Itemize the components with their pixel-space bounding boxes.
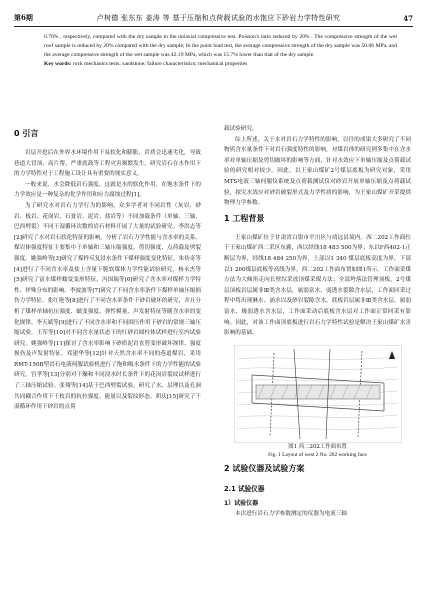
section-title-intro: 0 引言 <box>14 129 39 138</box>
left-column <box>14 124 201 413</box>
background-paragraph: 王家山煤矿位于甘肃省白银市平川区与靖远县境内。西二202工作面位于王家山煤矿西二采区东翼，西以经线18 483 500为界；东以F西402-1正断层为界，经线18 484 250为界，上部以1 340 煤层底板高度为界，下部以1 260煤层底板等高线为界。西二202工作面布置如图1所示。工作面采煤方法为大倾角走向长壁综采放顶煤采煤方法；全部垮落法管理顶板。2号煤层顶板岩层属非Ⅲ类含水层，属弱富水、弱透水裂隙含水层，工作面回采过程中将出现淋水、涌水以及砂岩裂隙含水，底板岩层属非Ⅲ类含水层，属弱富水、极弱透水含水层，工作面采动后底板含水层对工作面正常回采有影响。因此，对该工作面顶底板进行岩石力学特性试验是解决王家山煤矿水害影响的基础。 <box>224 234 411 337</box>
running-title: 卢树德 张东东 姜涛 等 基于压缩和点荷载试验的水饱应下砂岩力学特性研究 <box>96 14 341 22</box>
intro-summary-paragraph: 综上所述，关于水对岩石力学特性的影响，以往的成果大多研究了不同物质含水量条件下对岩石强度特性的影响，对煤岩体的研究则多集中在含水率对单轴压缩及剪切破坏的影响等方面，针对水效应下单轴压缩及点荷载试验的研究相对较少。因此，以王家山煤矿2号煤层底板为研究对象，采用MTS电液三轴伺服仪系统及点荷载测试仪对砂岩开展单轴压缩及点荷载试验，探究水效应对砂岩破裂形式及力学性质的影响，为王家山煤矿开采提供物理力学参数。 <box>224 136 411 207</box>
figure-1 <box>234 345 402 459</box>
intro-continuation: 载试验研究。 <box>224 126 258 132</box>
figure-caption-cn: 图1 西二202工作面布置 <box>288 443 347 450</box>
intro-paragraph: 为了研究水对岩石力学行为的影响，众多学者对不同岩性（灰岩、砂岩、板岩、花岗岩、石膏岩、泥岩、盐岩等）不同加载条件（单轴、三轴、巴西劈裂）不同干湿循环次数的岩石材料开展了大量的试验研究。李洪志等[2]研究了水对岩石软化特征的影响，分析了岩石力学性能与含水率的关系。煤岩体强度特征主要集中于单轴和三轴压缩强度、剪切强度、点荷载及劈裂强度。姚强岭等[3]研究了煤样反复浸水条件下煤样强度变化特征。朱传奇等[4]进行了不同含水率及盐上含量下脆软煤体力学性能试验研究。杨永杰等[5]研究了富水煤样蠕变变形特征。冯国瑞等[6]研究了含水率对煤样力学特性、抨殊分布的影响。李波波等[7]研究了不同含水率条件下煤样单轴压缩损伤力学特征。张红艳等[8]进行了不同含水率条件下砂岩破坏的研究，并且分析了煤样单轴抗压强度、蠕变强度、弹性模量、声发射特征等随含水率的变化规律。李天斌等[9]进行了不同含水率和不同围压作用下砂岩的常规三轴压缩试验。王军等[10]对不同含水量状态下的红砂岩圆柱体试样进行室内试验研究。姚强岭等[11]探讨了含水率影响下砂质泥岩直剪变形破坏规律、强度损伤及声发射特征。邓建华等[12]针对天然含水率不同的巷道煤岩，采用RMT-150B型岩石电液伺服试验机进行了饱和吸水条件下的力学性能的试验研究。宫孝等[13]分别对干燥和不同浸水时长条件下的花岗岩裂纹试样进行了三轴压缩试验。张翔等[14]基于巴西劈裂试验，研究了水、层理以及孔洞共同耦合作用下千枚岩的抗拉强度、能量以及裂纹形态。胡庆[15]研究了干湿循环作用下砂岩的点荷 <box>14 202 201 411</box>
subsubsection-title: 1）试验仪器 <box>224 499 259 507</box>
abstract-text: 6.70% , respectively, compared with the dry sample in the uniaxial compressive test. Poisson's ratio reduced by 20% . The compressive strength of the wet roof sample is reduced by 20% compared with the dry sample; In the point load test, the average compressive strength of the dry sample was 50.06 MPa, and the average compressive strength of the wet sample was 42.19 MPa, which was 15.7% lower than that of the dry sample. <box>44 34 397 58</box>
keywords-line <box>44 60 397 69</box>
issue-number: 第6期 <box>14 13 33 22</box>
section-title-methods: 2 试验仪器及试验方案 <box>224 463 305 473</box>
intro-paragraph: 一般来说，水会降低岩石强度，这就是水的软化作用。在饱水条件下的力学效应是一种复杂的化学作用和应力腐蚀过程[1]。 <box>14 181 201 199</box>
keywords-label: Key words: <box>44 61 72 67</box>
intro-paragraph: 岩层开挖后在外界水环境作用下易软化和膨胀，岩质会迅速劣化，导致巷道大冒顶、高片帮、严重底鼓等工程灾害频繁发生。研究岩石在水作用下的力学特性对于工程施工设计具有重要的现实意义。 <box>14 150 201 178</box>
page-number: 47 <box>403 13 413 23</box>
abstract-tail <box>44 33 397 69</box>
working-face-block <box>256 385 380 399</box>
working-face-layout-diagram <box>234 345 402 443</box>
keywords-text: rock mechanics tests; sandstone; failure characteristics; mechanical properties <box>72 61 248 67</box>
instruments-paragraph: 本次进行岩石力学参数测定的仪器为电液三轴 <box>235 510 347 517</box>
page-header <box>14 10 413 27</box>
section-title-background: 1 工程背景 <box>224 213 265 223</box>
figure-caption-en: Fig. 1 Layout of west 2 No. 202 working face <box>268 451 367 458</box>
subsection-title-instruments: 2.1 试验仪器 <box>224 484 265 493</box>
right-column <box>224 124 411 519</box>
